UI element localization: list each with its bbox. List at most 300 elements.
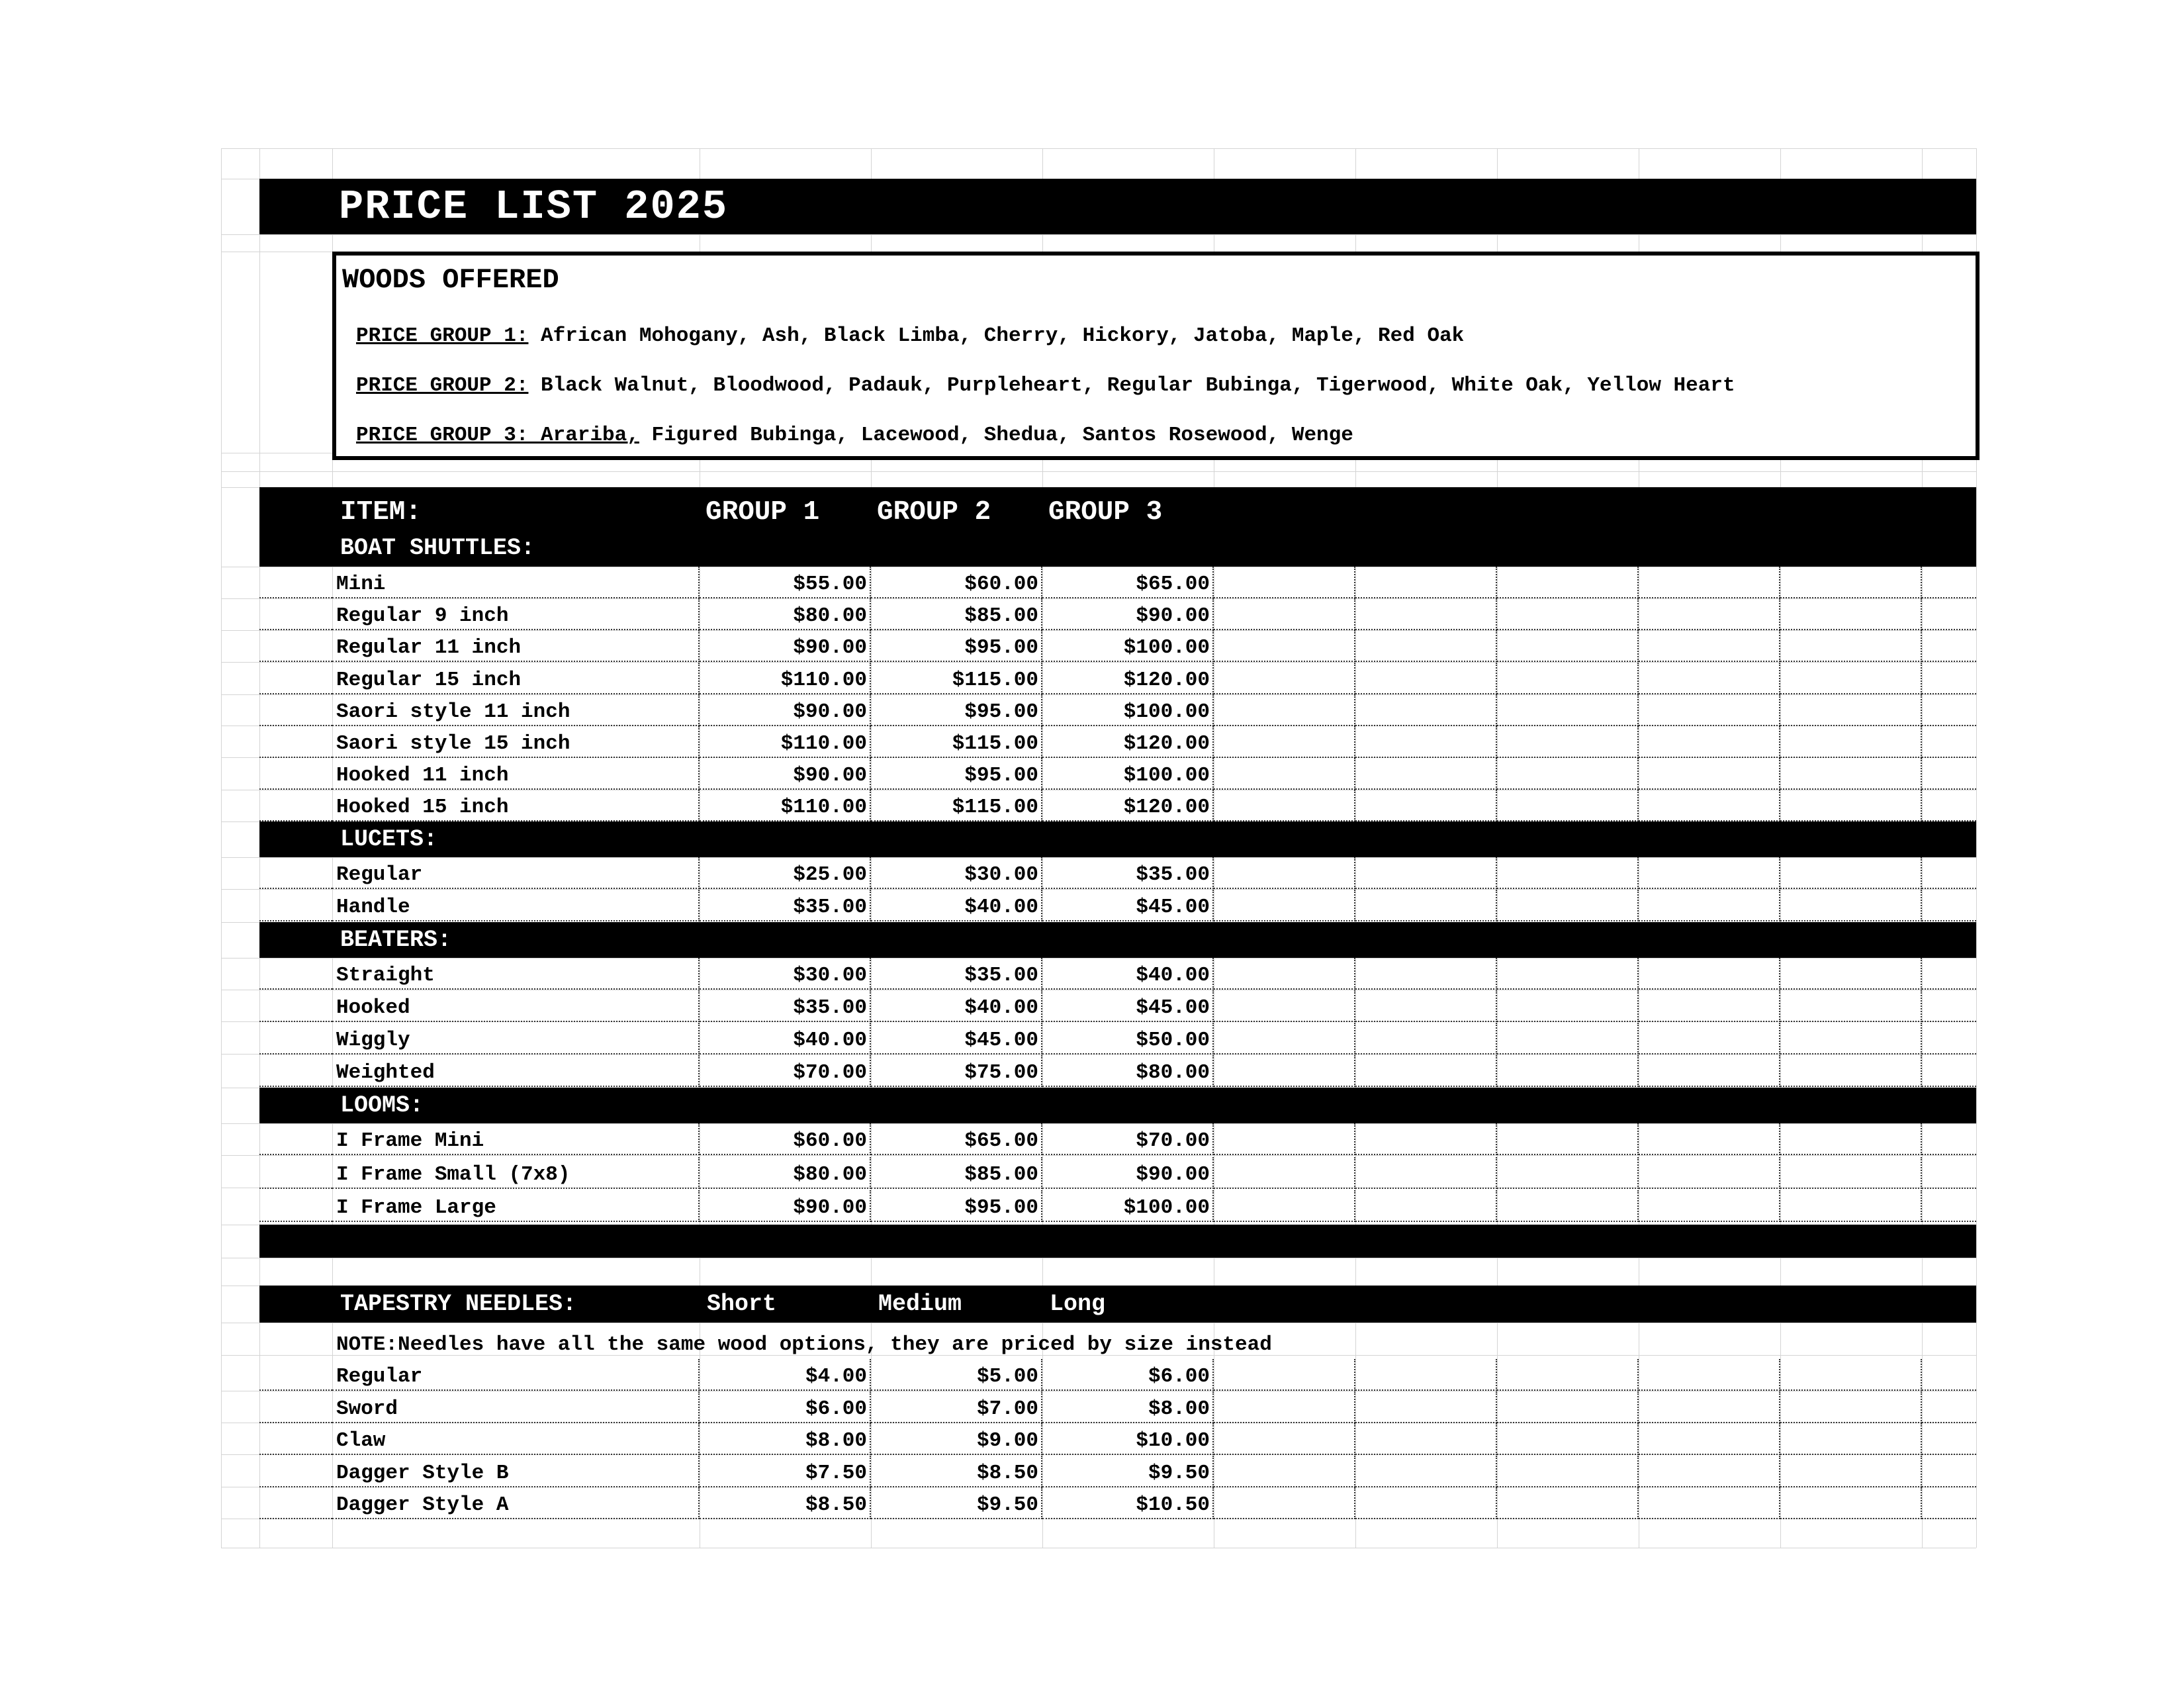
table-cell [1780,630,1922,662]
table-cell [1355,663,1497,694]
table-cell [1497,1123,1639,1155]
grid-line [221,471,1976,472]
table-cell [1355,694,1497,726]
table-cell [1214,857,1355,889]
row-margin-cell [259,1391,332,1423]
table-cell [1639,1023,1780,1055]
table-row [332,1359,1976,1391]
table-row [332,726,1976,758]
price-2: $8.50 [976,1461,1038,1485]
needles-note: NOTE:Needles have all the same wood options, they are priced by size instead [336,1333,1272,1356]
table-cell [1355,726,1497,758]
table-cell [1214,890,1355,921]
price-1: $110.00 [780,668,867,692]
price-2: $30.00 [964,863,1038,886]
price-group-3-woods: Figured Bubinga, Lacewood, Shedua, Santos Rosewood, Wenge [639,424,1353,447]
table-cell [1639,990,1780,1022]
price-3: $100.00 [1123,636,1210,660]
price-2: $45.00 [964,1029,1038,1052]
table-cell [1922,1190,1976,1222]
price-group-1-label: PRICE GROUP 1: [356,324,529,348]
table-cell [1355,990,1497,1022]
item-name: Dagger Style B [336,1461,509,1485]
table-row [332,1023,1976,1055]
item-name: Claw [336,1429,386,1452]
row-margin-cell [259,567,332,598]
table-cell [1922,990,1976,1022]
table-row [332,1423,1976,1455]
table-cell [1355,1023,1497,1055]
table-row [332,857,1976,889]
item-name: Hooked [336,996,410,1019]
table-cell [1355,958,1497,990]
price-1: $80.00 [793,1162,867,1186]
needles-title: TAPESTRY NEEDLES: [340,1291,577,1317]
table-cell [1639,1359,1780,1391]
table-cell [1780,1123,1922,1155]
table-cell [1214,567,1355,598]
price-1: $110.00 [780,732,867,755]
price-group-3-line [356,425,1353,445]
price-3: $45.00 [1136,895,1210,919]
table-cell [1497,1157,1639,1189]
table-cell [1497,694,1639,726]
item-name: Regular [336,863,423,886]
table-cell [1497,1423,1639,1455]
table-cell [1355,857,1497,889]
table-cell [1355,598,1497,630]
row-margin-cell [259,598,332,630]
row-margin-cell [259,630,332,662]
table-cell [1780,1487,1922,1519]
price-group-1-woods: African Mohogany, Ash, Black Limba, Cherry, Hickory, Jatoba, Maple, Red Oak [528,324,1465,348]
table-row [332,890,1976,921]
price-1: $8.50 [805,1493,867,1517]
table-cell [1497,1359,1639,1391]
table-cell [1497,758,1639,790]
table-cell [1639,1190,1780,1222]
section-title: LOOMS: [340,1092,424,1119]
table-cell [1639,1055,1780,1087]
item-name: Weighted [336,1061,435,1084]
table-cell [1355,790,1497,821]
table-cell [1922,790,1976,821]
price-1: $90.00 [793,700,867,724]
table-cell [1922,758,1976,790]
table-cell [1355,1391,1497,1423]
table-cell [1922,1359,1976,1391]
price-2: $60.00 [964,573,1038,596]
row-margin-cell [259,1055,332,1087]
table-cell [1922,1157,1976,1189]
header-group-2: GROUP 2 [877,497,991,528]
needles-col-medium: Medium [878,1291,962,1317]
table-cell [1355,758,1497,790]
price-3: $40.00 [1136,964,1210,987]
section-header-beaters [259,922,1976,958]
table-cell [1214,758,1355,790]
price-3: $35.00 [1136,863,1210,886]
price-2: $65.00 [964,1129,1038,1152]
table-cell [1639,1423,1780,1455]
table-cell [1922,567,1976,598]
price-1: $25.00 [793,863,867,886]
table-cell [332,567,700,598]
table-cell [1639,1487,1780,1519]
table-cell [1922,663,1976,694]
table-cell [1355,1157,1497,1189]
table-cell [1355,567,1497,598]
item-name: Sword [336,1397,398,1421]
table-cell [1922,1023,1976,1055]
table-cell [1497,958,1639,990]
table-cell [1780,1359,1922,1391]
price-2: $95.00 [964,700,1038,724]
price-1: $30.00 [793,964,867,987]
row-margin-cell [259,758,332,790]
table-cell [1780,1190,1922,1222]
item-name: Saori style 11 inch [336,700,570,724]
table-cell [1355,890,1497,921]
grid-line [221,1155,1976,1156]
table-cell [1214,1157,1355,1189]
row-margin-cell [259,663,332,694]
table-cell [1355,1359,1497,1391]
table-cell [1214,1456,1355,1487]
price-2: $95.00 [964,1196,1038,1219]
price-3: $10.00 [1136,1429,1210,1452]
table-cell [1497,567,1639,598]
price-2: $115.00 [952,668,1038,692]
row-margin-cell [259,958,332,990]
item-name: Regular [336,1365,423,1388]
item-name: Regular 9 inch [336,604,509,628]
item-name: Hooked 15 inch [336,796,509,820]
price-3: $9.50 [1148,1461,1210,1485]
table-cell [1497,890,1639,921]
table-cell [1780,890,1922,921]
table-cell [1214,958,1355,990]
table-cell [1780,1391,1922,1423]
price-3: $80.00 [1136,1061,1210,1084]
price-3: $8.00 [1148,1397,1210,1421]
price-3: $6.00 [1148,1365,1210,1388]
item-name: Mini [336,573,386,596]
price-1: $55.00 [793,573,867,596]
table-cell [1922,1423,1976,1455]
table-cell [1922,694,1976,726]
table-cell [1214,1359,1355,1391]
table-cell [1639,857,1780,889]
table-cell [1214,663,1355,694]
table-cell [332,1423,700,1455]
row-margin-cell [259,1456,332,1487]
price-1: $70.00 [793,1061,867,1084]
price-1: $90.00 [793,1196,867,1219]
item-name: Straight [336,964,435,987]
table-row [332,598,1976,630]
table-cell [1922,1487,1976,1519]
table-cell [1497,990,1639,1022]
table-cell [1780,790,1922,821]
spreadsheet [221,148,1976,1548]
table-cell [1922,1391,1976,1423]
price-1: $35.00 [793,895,867,919]
row-margin-cell [259,694,332,726]
table-cell [1214,1123,1355,1155]
price-group-2-label: PRICE GROUP 2: [356,374,529,397]
section-title: BEATERS: [340,927,452,953]
row-margin-cell [259,1023,332,1055]
table-cell [1355,1055,1497,1087]
table-cell [1639,598,1780,630]
table-cell [1639,663,1780,694]
item-name: I Frame Mini [336,1129,484,1152]
price-group-2-woods: Black Walnut, Bloodwood, Padauk, Purpleheart, Regular Bubinga, Tigerwood, White Oak, Yellow Heart [528,374,1735,397]
table-cell [1780,1157,1922,1189]
row-margin-cell [259,857,332,889]
table-cell [1214,1391,1355,1423]
table-row [332,1487,1976,1519]
price-3: $120.00 [1123,732,1210,755]
grid-line [221,148,222,1548]
item-name: Wiggly [336,1029,410,1052]
woods-heading: WOODS OFFERED [342,264,559,296]
column-header-bar [259,487,1976,567]
table-cell [1214,1023,1355,1055]
table-row [332,1123,1976,1155]
table-row [332,990,1976,1022]
grid-line [221,234,1976,235]
price-2: $95.00 [964,636,1038,660]
table-cell [1780,990,1922,1022]
price-3: $10.50 [1136,1493,1210,1517]
table-cell [1497,726,1639,758]
price-3: $90.00 [1136,1162,1210,1186]
table-row [332,694,1976,726]
table-row [332,958,1976,990]
table-cell [1214,598,1355,630]
price-2: $35.00 [964,964,1038,987]
table-row [332,630,1976,662]
needles-col-short: Short [707,1291,777,1317]
price-1: $90.00 [793,636,867,660]
table-cell [1639,567,1780,598]
table-cell [1780,857,1922,889]
item-name: Hooked 11 inch [336,764,509,788]
item-name: I Frame Large [336,1196,496,1219]
row-margin-cell [259,1190,332,1222]
price-2: $9.00 [976,1429,1038,1452]
table-cell [1922,726,1976,758]
header-group-3: GROUP 3 [1048,497,1163,528]
table-cell [1780,567,1922,598]
table-cell [1497,1391,1639,1423]
table-row [332,663,1976,694]
table-row [332,790,1976,821]
table-cell [1214,630,1355,662]
table-cell [1639,1123,1780,1155]
table-cell [1497,598,1639,630]
table-cell [1497,790,1639,821]
price-3: $100.00 [1123,764,1210,788]
page-title: PRICE LIST 2025 [339,183,729,230]
table-cell [1497,1190,1639,1222]
table-cell [1355,1487,1497,1519]
table-cell [1355,630,1497,662]
table-cell [1355,1456,1497,1487]
table-cell [1780,1456,1922,1487]
table-cell [1639,1157,1780,1189]
table-cell [1639,790,1780,821]
price-group-2-line [356,375,1735,396]
section-title: LUCETS: [340,826,438,853]
header-group-1: GROUP 1 [705,497,820,528]
table-cell [1497,1456,1639,1487]
table-cell [1497,1487,1639,1519]
table-cell [1639,758,1780,790]
table-cell [1639,958,1780,990]
price-1: $90.00 [793,764,867,788]
table-cell [1922,598,1976,630]
price-group-3-label: PRICE GROUP 3: Arariba, [356,424,639,447]
price-3: $50.00 [1136,1029,1210,1052]
price-3: $120.00 [1123,668,1210,692]
table-cell [1214,1190,1355,1222]
table-cell [1639,1456,1780,1487]
table-cell [1922,1123,1976,1155]
table-cell [1214,790,1355,821]
price-2: $95.00 [964,764,1038,788]
item-name: Regular 15 inch [336,668,522,692]
table-row [332,567,1976,598]
row-margin-cell [259,990,332,1022]
price-3: $100.00 [1123,1196,1210,1219]
table-cell [1214,694,1355,726]
table-cell [1497,857,1639,889]
row-margin-cell [259,1157,332,1189]
table-row [332,758,1976,790]
table-cell [1922,630,1976,662]
price-1: $40.00 [793,1029,867,1052]
price-3: $65.00 [1136,573,1210,596]
price-2: $5.00 [976,1365,1038,1388]
table-cell [1639,890,1780,921]
section-header-lucets [259,821,1976,857]
table-cell [1639,694,1780,726]
section-divider-bar [259,1225,1976,1258]
table-cell [1780,726,1922,758]
price-3: $45.00 [1136,996,1210,1019]
item-name: Saori style 15 inch [336,732,570,755]
table-cell [1214,1423,1355,1455]
table-cell [1922,857,1976,889]
table-cell [1355,1423,1497,1455]
price-3: $100.00 [1123,700,1210,724]
table-cell [1780,598,1922,630]
price-2: $75.00 [964,1061,1038,1084]
table-cell [1214,726,1355,758]
item-name: Handle [336,895,410,919]
price-2: $115.00 [952,732,1038,755]
item-name: I Frame Small (7x8) [336,1162,570,1186]
table-cell [1780,1055,1922,1087]
table-cell [1497,1055,1639,1087]
price-1: $110.00 [780,796,867,820]
price-3: $120.00 [1123,796,1210,820]
price-1: $6.00 [805,1397,867,1421]
table-cell [1355,1123,1497,1155]
table-cell [1780,663,1922,694]
section-header-looms [259,1088,1976,1123]
needles-header-bar [259,1286,1976,1323]
table-row [332,1157,1976,1189]
item-name: Regular 11 inch [336,636,522,660]
price-2: $115.00 [952,796,1038,820]
needles-col-long: Long [1050,1291,1106,1317]
table-cell [1780,1023,1922,1055]
row-margin-cell [259,1487,332,1519]
price-2: $9.50 [976,1493,1038,1517]
price-2: $40.00 [964,996,1038,1019]
table-cell [1922,1055,1976,1087]
price-3: $70.00 [1136,1129,1210,1152]
price-2: $40.00 [964,895,1038,919]
table-cell [1780,1423,1922,1455]
row-margin-cell [259,1423,332,1455]
table-cell [1922,958,1976,990]
price-1: $7.50 [805,1461,867,1485]
grid-line [221,148,1976,149]
price-1: $8.00 [805,1429,867,1452]
price-2: $7.00 [976,1397,1038,1421]
price-1: $80.00 [793,604,867,628]
row-margin-cell [259,1359,332,1391]
price-2: $85.00 [964,1162,1038,1186]
table-cell [1780,958,1922,990]
table-cell [1214,1487,1355,1519]
table-cell [1922,1456,1976,1487]
price-1: $4.00 [805,1365,867,1388]
price-group-1-line [356,326,1464,346]
table-cell [1780,694,1922,726]
table-row [332,1391,1976,1423]
table-cell [1922,890,1976,921]
price-1: $60.00 [793,1129,867,1152]
table-cell [1355,1190,1497,1222]
table-cell [1497,630,1639,662]
row-margin-cell [259,726,332,758]
item-name: Dagger Style A [336,1493,509,1517]
table-cell [1780,758,1922,790]
table-row [332,1055,1976,1087]
table-cell [1497,1023,1639,1055]
table-cell [1214,1055,1355,1087]
table-cell [1497,663,1639,694]
price-1: $35.00 [793,996,867,1019]
table-cell [1639,726,1780,758]
row-margin-cell [259,890,332,921]
section-title: BOAT SHUTTLES: [340,535,535,561]
woods-offered-box [332,252,1979,460]
price-3: $90.00 [1136,604,1210,628]
price-2: $85.00 [964,604,1038,628]
row-margin-cell [259,1123,332,1155]
table-cell [1639,1391,1780,1423]
table-row [332,1190,1976,1222]
header-item: ITEM: [340,497,422,528]
table-row [332,1456,1976,1487]
